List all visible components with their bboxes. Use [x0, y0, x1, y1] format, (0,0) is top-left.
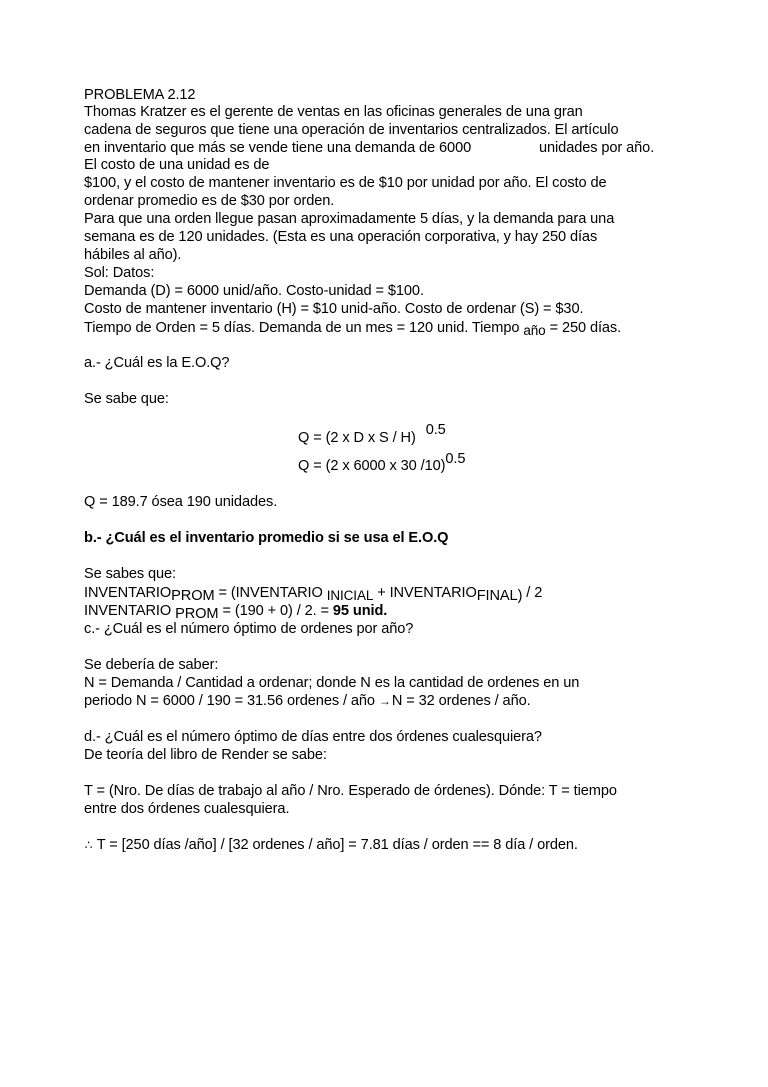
- orders-fragment: periodo N = 6000 / 190 = 31.56 ordenes / año: [84, 693, 375, 709]
- final-result: T = [250 días /año] / [32 ordenes / año] = 7.81 días / orden == 8 día / orden.: [96, 837, 578, 853]
- se-sabe-label: Se sabe que:: [84, 391, 169, 407]
- se-sabes-label: Se sabes que:: [84, 566, 177, 582]
- teoria-line: De teoría del libro de Render se sabe:: [84, 747, 327, 763]
- inventory-calculation: [84, 603, 387, 620]
- inventory-formula: [84, 584, 542, 602]
- question-d: d.- ¿Cuál es el número óptimo de días entre dos órdenes cualesquiera?: [84, 729, 542, 745]
- statement-line: $100, y el costo de mantener inventario es de $10 por unidad por año. El costo de: [84, 175, 607, 191]
- formula-subscript: FINAL): [476, 588, 523, 604]
- formula-subscript: PROM: [171, 588, 215, 604]
- statement-line: Para que una orden llegue pasan aproximadamente 5 días, y la demanda para una: [84, 211, 615, 227]
- datos-fragment: = 250 días.: [549, 320, 622, 336]
- eoq-substitution: [298, 451, 466, 475]
- formula-fragment: = (INVENTARIO: [214, 585, 323, 601]
- datos-subscript: año: [523, 323, 546, 338]
- formula-fragment: = (190 + 0) / 2. =: [218, 603, 333, 619]
- therefore-icon: ∴: [84, 838, 93, 852]
- problem-title: PROBLEMA 2.12: [84, 87, 196, 103]
- question-c: c.- ¿Cuál es el número óptimo de ordenes por año?: [84, 621, 414, 637]
- eoq-formula: [298, 422, 446, 447]
- datos-fragment: Tiempo de Orden = 5 días. Demanda de un mes = 120 unid. Tiempo: [84, 320, 520, 336]
- formula-fragment: / 2: [522, 585, 543, 601]
- statement-line: El costo de una unidad es de: [84, 157, 270, 173]
- statement-line: semana es de 120 unidades. (Esta es una operación corporativa, y hay 250 días: [84, 229, 598, 245]
- formula-fragment: INVENTARIO: [84, 585, 172, 601]
- formula-subscript: PROM: [175, 606, 219, 622]
- datos-heading: Sol: Datos:: [84, 265, 155, 281]
- eoq-substitution-base: Q = (2 x 6000 x 30 /10): [298, 458, 446, 474]
- formula-subscript: INICIAL: [326, 588, 374, 603]
- teoria-line: T = (Nro. De días de trabajo al año / Nro. Esperado de órdenes). Dónde: T = tiempo: [84, 783, 617, 799]
- statement-line: [84, 140, 655, 157]
- statement-line: ordenar promedio es de $30 por orden.: [84, 193, 335, 209]
- datos-line: Demanda (D) = 6000 unid/año. Costo-unidad = $100.: [84, 283, 424, 299]
- formula-fragment: INVENTARIO: [84, 603, 172, 619]
- datos-line: [84, 319, 621, 337]
- eoq-exponent: 0.5: [445, 451, 466, 467]
- inventory-result: 95 unid.: [332, 603, 388, 619]
- statement-line: cadena de seguros que tiene una operación de inventarios centralizados. El artículo: [84, 122, 619, 138]
- teoria-line: entre dos órdenes cualesquiera.: [84, 801, 290, 817]
- eoq-result: Q = 189.7 ósea 190 unidades.: [84, 494, 278, 510]
- statement-fragment: en inventario que más se vende tiene una demanda de 6000: [84, 140, 472, 156]
- deberia-label: Se debería de saber:: [84, 657, 219, 673]
- arrow-icon: →: [378, 694, 391, 708]
- statement-line: hábiles al año).: [84, 247, 182, 263]
- statement-fragment: unidades por año.: [539, 140, 655, 156]
- orders-result: N = 32 ordenes / año.: [391, 693, 531, 709]
- orders-line: [84, 693, 531, 710]
- final-result-line: [84, 837, 578, 854]
- statement-line: Thomas Kratzer es el gerente de ventas en las oficinas generales de una gran: [84, 104, 583, 120]
- question-b: b.- ¿Cuál es el inventario promedio si se usa el E.O.Q: [84, 530, 449, 546]
- question-a: a.- ¿Cuál es la E.O.Q?: [84, 355, 230, 371]
- orders-line: N = Demanda / Cantidad a ordenar; donde N es la cantidad de ordenes en un: [84, 675, 580, 691]
- eoq-exponent: 0.5: [425, 422, 446, 438]
- eoq-formula-base: Q = (2 x D x S / H): [298, 430, 416, 446]
- formula-fragment: + INVENTARIO: [373, 585, 477, 601]
- datos-line: Costo de mantener inventario (H) = $10 unid-año. Costo de ordenar (S) = $30.: [84, 301, 584, 317]
